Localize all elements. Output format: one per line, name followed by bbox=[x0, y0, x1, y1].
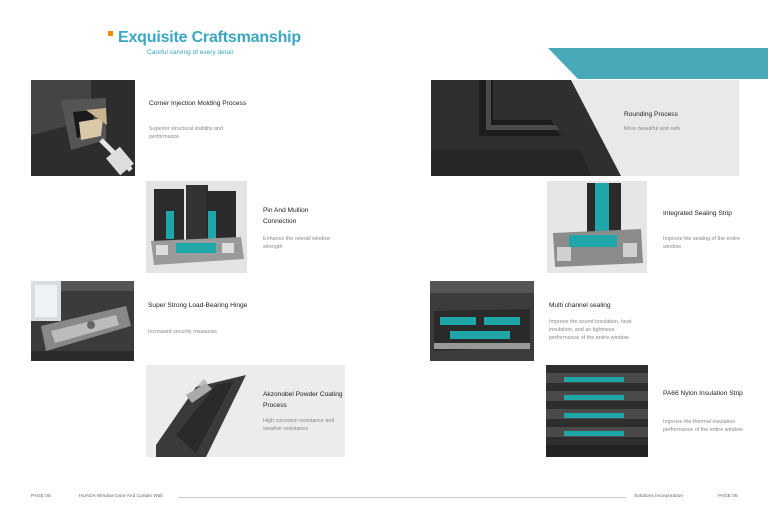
feature-desc: Superior structural stability and performance bbox=[149, 126, 224, 140]
pin-mullion-photo bbox=[146, 181, 247, 273]
title-marker bbox=[108, 31, 113, 36]
page-subtitle: Careful carving of every detail bbox=[147, 49, 233, 56]
page-title: Exquisite Craftsmanship bbox=[118, 29, 302, 46]
feature-desc: More beautiful and safe bbox=[624, 126, 681, 132]
footer-company: Solutions Incorporation bbox=[634, 494, 684, 499]
feature-title: Akzonobel Powder Coating Process bbox=[263, 391, 343, 409]
footer-divider bbox=[178, 497, 626, 498]
feature-title: Super Strong Load-Bearing Hinge bbox=[148, 302, 248, 309]
corner-injection-photo bbox=[31, 80, 135, 176]
feature-title: Integrated Sealing Strip bbox=[663, 210, 732, 217]
feature-desc: Enhance the overall window strength bbox=[263, 236, 331, 250]
feature-title: Pin And Mullion Connection bbox=[263, 207, 309, 225]
footer-brand: HUADA Window Door And Curtain Wall bbox=[79, 494, 163, 499]
feature-title: Corner Injection Molding Process bbox=[149, 100, 247, 107]
page-number-left: PAGE 05 bbox=[31, 494, 51, 499]
pa66-photo bbox=[546, 365, 648, 457]
feature-desc: High corrosion resistance and weather resistance bbox=[263, 418, 335, 432]
feature-desc: Increased security measures bbox=[148, 329, 217, 335]
sealing-strip-photo bbox=[547, 181, 647, 273]
powder-coating-photo bbox=[146, 365, 345, 457]
feature-title: Rounding Process bbox=[624, 111, 678, 118]
multi-channel-photo bbox=[430, 281, 534, 361]
feature-desc: Improve the sealing of the entire window bbox=[663, 236, 741, 250]
feature-title: Multi channel sealing bbox=[549, 302, 611, 309]
teal-band bbox=[548, 48, 768, 79]
hinge-photo bbox=[31, 281, 134, 361]
feature-desc: Improve the sound insulation, heat insulation, and air tightness performance of the entire window bbox=[549, 319, 632, 341]
page-number-right: PAGE 06 bbox=[718, 494, 738, 499]
feature-title: PA66 Nylon Insulation Strip bbox=[663, 390, 743, 397]
feature-desc: Improve the thermal insulation performance of the entire window bbox=[663, 419, 743, 433]
